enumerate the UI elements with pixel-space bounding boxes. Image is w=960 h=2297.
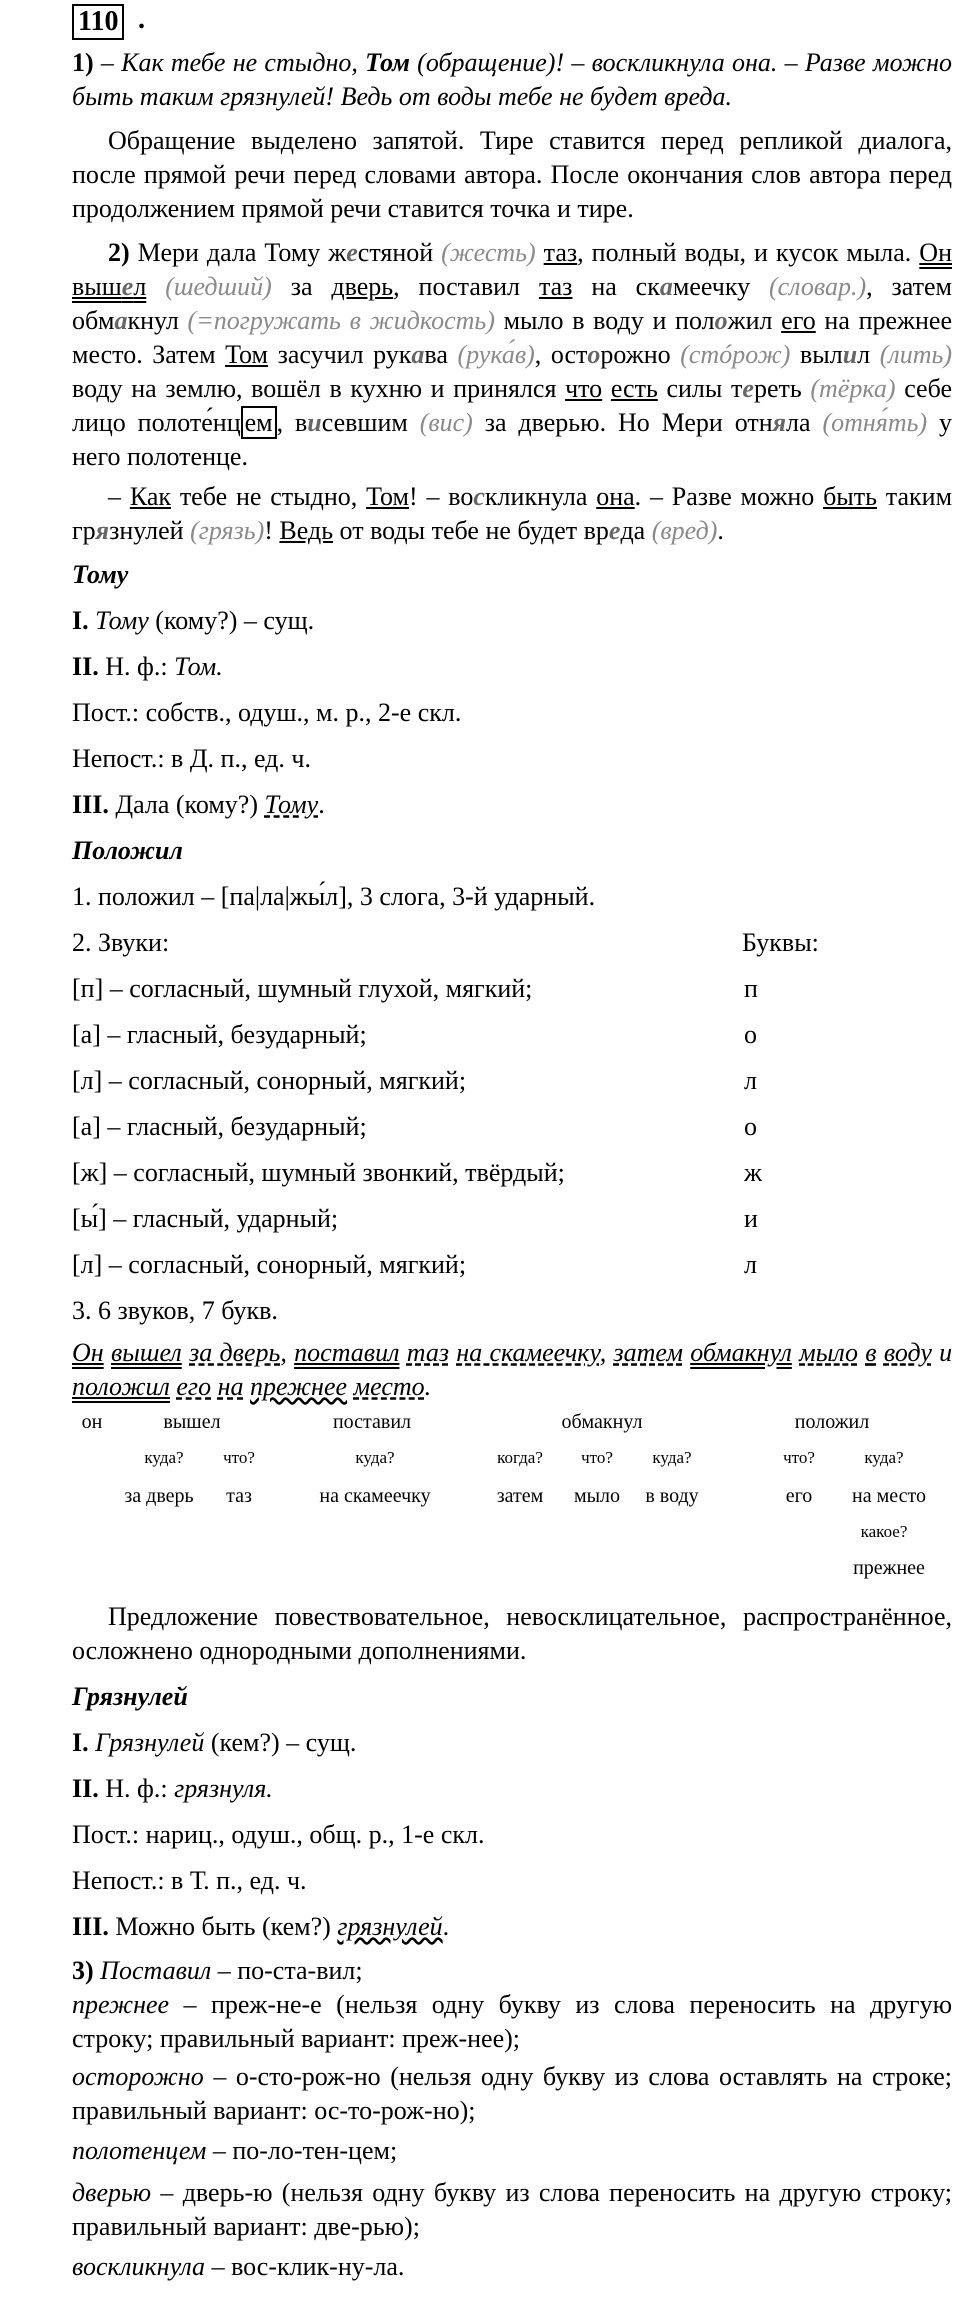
p3-o-hl: о (714, 306, 728, 335)
hyphen-rule: – преж-не-е (нельзя одну букву из слова переносить на другую строку; правильный вариант: преж-нее); (72, 1990, 952, 2053)
s-ego: его (176, 1372, 212, 1401)
hyphen-line-3 (72, 2060, 952, 2128)
parsed-sentence: Он вышел за дверь, поставил таз на скамеечку, затем обмакнул мыло в воду и положил его на прежнее место. (72, 1338, 953, 1401)
p3-g3: (=погружать в жидкость) (187, 306, 495, 335)
p4-t6: знулей (109, 516, 191, 545)
p4-e-hl: е (608, 516, 621, 545)
s-postavil: поставил (294, 1338, 400, 1367)
s-on: Он (72, 1338, 104, 1367)
sound-row (72, 1018, 952, 1052)
p3-sily: силы т (657, 374, 743, 403)
sound-row (72, 1156, 952, 1190)
letters-header: Буквы: (742, 928, 819, 957)
p3-a2: стяной (357, 238, 442, 267)
scheme-answer: на место (852, 1485, 926, 1507)
hyphen-line-4 (72, 2134, 952, 2168)
p3-u: у него полотенце. (72, 408, 952, 471)
p4-t10: . (717, 516, 724, 545)
p4-t9: да (620, 516, 652, 545)
hyphen-line-6 (72, 2250, 952, 2284)
tomu-word: Тому (95, 606, 149, 635)
sound-row (72, 1110, 952, 1144)
hyphen-line-2 (72, 1988, 952, 2056)
p3-post: , поставил (393, 272, 539, 301)
p3-za2: за дверью. Но Мери отн (472, 408, 773, 437)
gryaz-heading: Грязнулей (72, 1682, 188, 1711)
p3-est: есть (610, 374, 658, 403)
p3-l: л (133, 272, 147, 301)
tomu-iii-text: Дала (кому?) (108, 790, 265, 819)
p3-zhil: жил (727, 306, 773, 335)
tomu-rest: (кому?) – сущ. (148, 606, 315, 635)
tomu-ii-text: Н. ф.: (98, 652, 175, 681)
sound-row (72, 972, 952, 1006)
scheme-answer: за дверь (124, 1485, 194, 1507)
s-zatem: затем (613, 1338, 683, 1367)
sound-letter: п (744, 974, 758, 1003)
p3-g5: (стóрож) (680, 340, 791, 369)
p3-zas: засучил рук (268, 340, 412, 369)
p3-i-hl: и (842, 340, 858, 369)
scheme-word: положил (794, 1411, 870, 1433)
p3-g6: (лить) (879, 340, 952, 369)
p4-t2: ! – во (408, 482, 474, 511)
s-v: в (865, 1338, 877, 1367)
sound-text: [а] – гласный, безударный; (72, 1112, 367, 1141)
sound-letter: о (744, 1112, 757, 1141)
scheme-question: куда? (144, 1448, 184, 1467)
p3-chto: что (565, 374, 603, 403)
p3-meechku: меечку (672, 272, 751, 301)
scheme-question: когда? (497, 1448, 543, 1467)
roman-3: III. (72, 790, 109, 819)
p4-g2: (вред) (651, 516, 718, 545)
p3-i-hl2: и (307, 408, 322, 437)
p3-sevshim: севшим (321, 408, 420, 437)
p3-ya-hl: я (772, 408, 787, 437)
scheme-word: поставил (332, 1411, 412, 1433)
scheme-question: что? (581, 1448, 613, 1467)
p3-vyshel (72, 272, 146, 301)
task-label-1: 1) (72, 48, 94, 77)
exercise-number-dot: . (138, 4, 145, 35)
polozhil-line-1: 1. положил – [па|ла|жы́л], 3 слога, 3-й ударный. (72, 882, 596, 911)
tomu-ii-word: Том. (174, 652, 223, 681)
scheme-question: что? (223, 1448, 255, 1467)
p4-g1: (грязь) (190, 516, 265, 545)
p3-v: , в (276, 408, 308, 437)
p4-ya-hl: я (95, 516, 110, 545)
s-vyshel: вышел (111, 1338, 182, 1367)
p3-l2: л (857, 340, 880, 369)
hyphen-rule: – о-сто-рож-но (нельзя одну букву из слова оставлять на строке; правильный вариант: ос-то-рож-но); (72, 2062, 952, 2125)
tomu-post: Пост.: собств., одуш., м. р., 2-е скл. (72, 698, 462, 727)
p3-za: за (271, 272, 332, 301)
p3-ending-box: ем (241, 406, 277, 439)
sound-text: [ы́] – гласный, ударный; (72, 1204, 339, 1233)
p3-e1: е (121, 272, 134, 301)
s-naskam: на скамеечку (456, 1338, 600, 1367)
hyphen-word: осторожно (72, 2062, 204, 2091)
p3-g8: (вис) (419, 408, 473, 437)
task-label-2: 2) (108, 238, 130, 267)
gryaz-ii-word: грязнуля. (174, 1774, 273, 1803)
p4-s-hl: с (473, 482, 485, 511)
s-mesto: место (353, 1372, 425, 1401)
roman-1: I. (72, 606, 89, 635)
sound-letter: ж (744, 1158, 762, 1187)
gryaz-iii-word: грязнулей (337, 1912, 443, 1941)
scheme-answer: таз (226, 1485, 252, 1507)
s-prezhnee: прежнее (249, 1372, 348, 1401)
scheme-answer: затем (496, 1485, 544, 1507)
p3-va: ва (424, 340, 458, 369)
gryaz-iii-end: . (442, 1912, 450, 1941)
hyphen-word: прежнее (72, 1990, 170, 2019)
p3-ret: реть (753, 374, 811, 403)
p4-t5: таким гр (72, 482, 953, 545)
sound-row (72, 1248, 952, 1282)
roman-2: II. (72, 652, 99, 681)
p3-obm: обм (72, 306, 115, 335)
sound-text: [п] – согласный, шумный глухой, мягкий; (72, 974, 533, 1003)
paragraph-2: Обращение выделено запятой. Тире ставится перед репликой диалога, после прямой речи перед словами автора. После окончания слов автора перед продолжением прямой речи ставится точка и тире. (72, 126, 952, 223)
p3-knul: кнул (127, 306, 179, 335)
tomu-line-1 (72, 604, 952, 638)
scheme-answer: прежнее (853, 1557, 925, 1579)
p1-text: – Как тебе не стыдно, (93, 48, 366, 77)
scheme-question: какое? (860, 1522, 908, 1541)
scheme-word: вышел (163, 1411, 221, 1433)
p4-t1: тебе не стыдно, (171, 482, 367, 511)
paragraph-3 (72, 236, 952, 474)
s-vodu: воду (883, 1338, 932, 1367)
scheme-answer: мыло (573, 1485, 621, 1507)
p4-t7: ! (264, 516, 280, 545)
p3-g2: (словар.) (768, 272, 867, 301)
p4-t4: . – Разве можно (634, 482, 824, 511)
hyphen-rule: – вос-клик-ну-ла. (205, 2252, 405, 2281)
sound-row (72, 1064, 952, 1098)
p3-zatem: , затем (866, 272, 952, 301)
s-zadver: за дверь (189, 1338, 281, 1367)
task-label-3: 3) (72, 1956, 94, 1985)
p3-voda: воду на землю, вошёл в кухню и принялся (72, 374, 566, 403)
p4-t3: кликнула (484, 482, 597, 511)
s-na: на (217, 1372, 244, 1401)
tomu-iii-word: Тому (264, 790, 319, 819)
p3-g1: (шедший) (165, 272, 272, 301)
s-i: и (939, 1338, 953, 1367)
gryaz-word: Грязнулей (95, 1728, 205, 1757)
p4-ona: она (596, 482, 635, 511)
sound-text: [а] – гласный, безударный; (72, 1020, 367, 1049)
roman-3: III. (72, 1912, 109, 1941)
s-polozhil: положил (72, 1372, 170, 1401)
sound-row (72, 1202, 952, 1236)
scheme-answer: его (785, 1485, 813, 1507)
hyphen-word: воскликнула (72, 2252, 206, 2281)
paragraph-4 (72, 480, 952, 548)
p3-mylo: мыло в воду и пол (494, 306, 715, 335)
p3-taz: таз (543, 238, 578, 267)
p1-text-2: (обращение)! – воскликнула она. – Разве можно быть таким грязнулей! Ведь от воды тебе не будет вреда. (72, 48, 952, 111)
p4-byt: быть (823, 482, 877, 511)
gryaz-line-2 (72, 1772, 952, 1806)
sound-text: [ж] – согласный, шумный звонкий, твёрдый; (72, 1158, 565, 1187)
s-mylo: мыло (799, 1338, 858, 1367)
sound-text: [л] – согласный, сонорный, мягкий; (72, 1066, 467, 1095)
sound-text: [л] – согласный, сонорный, мягкий; (72, 1250, 467, 1279)
tomu-heading: Тому (72, 560, 129, 589)
tomu-nepost: Непост.: в Д. п., ед. ч. (72, 744, 311, 773)
p3-vysh: выш (72, 272, 122, 301)
roman-2: II. (72, 1774, 99, 1803)
p3-hl: е (346, 238, 358, 267)
scheme-answer: в воду (645, 1485, 699, 1507)
p3-dver: дверь (331, 272, 394, 301)
p3-g9: (отня́ть) (822, 408, 928, 437)
p3-hl2: а (659, 272, 673, 301)
p3-a: Мери дала Тому ж (129, 238, 347, 267)
paragraph-5: Предложение повествовательное, невосклицательное, распространённое, осложнено однородными дополнениями. (72, 1602, 952, 1665)
p3-sebe: себе лицо полоте́нц (72, 374, 953, 437)
p4-ved: Ведь (279, 516, 334, 545)
exercise-number-box: 110 (72, 4, 124, 40)
gryaz-ii-text: Н. ф.: (98, 1774, 175, 1803)
gryaz-line-3 (72, 1910, 952, 1944)
p1-tom: Том (365, 48, 410, 77)
paragraph-1 (72, 46, 952, 114)
p3-rozhno: рожно (600, 340, 681, 369)
hyphen-rule: – по-ста-вил; (211, 1956, 363, 1985)
tomu-iii-end: . (318, 790, 325, 819)
p4-t8: от воды тебе не будет вр (333, 516, 609, 545)
p4-dash: – (108, 482, 130, 511)
gryaz-rest: (кем?) – сущ. (204, 1728, 357, 1757)
polozhil-heading: Положил (72, 836, 183, 865)
hyphen-rule: – по-ло-тен-цем; (206, 2136, 398, 2165)
p3-hl4: а (411, 340, 425, 369)
p3-g7: (тёрка) (810, 374, 896, 403)
hyphen-word: полотенцем (72, 2136, 207, 2165)
scheme-word: он (81, 1411, 103, 1433)
s-dot: . (424, 1372, 432, 1401)
tomu-line-3 (72, 788, 952, 822)
scheme-question: что? (783, 1448, 815, 1467)
hyphen-word: дверью (72, 2178, 152, 2207)
p3-ost: , ост (534, 340, 588, 369)
p3-b: , полный воды, и кусок мыла. (577, 238, 920, 267)
sound-letter: л (744, 1066, 757, 1095)
p3-tom2: Том (225, 340, 268, 369)
sound-letter: о (744, 1020, 757, 1049)
roman-1: I. (72, 1728, 89, 1757)
scheme-word: обмакнул (561, 1411, 643, 1433)
polozhil-total: 3. 6 звуков, 7 букв. (72, 1296, 278, 1325)
p3-vyl: выл (790, 340, 843, 369)
s-taz: таз (406, 1338, 449, 1367)
p3-e-hl: е (742, 374, 754, 403)
p4-kak: Как (129, 482, 171, 511)
p3-hl3: а (114, 306, 128, 335)
p3-g4: (рука́в) (457, 340, 535, 369)
p3-naprezh: на прежнее место. Затем (72, 306, 953, 369)
gryaz-iii-text: Можно быть (кем?) (108, 1912, 338, 1941)
scheme-question: куда? (864, 1448, 904, 1467)
gryaz-line-1 (72, 1726, 952, 1760)
gryaz-nepost: Непост.: в Т. п., ед. ч. (72, 1866, 307, 1895)
sound-letter: и (744, 1204, 758, 1233)
p3-on: Он (919, 238, 952, 267)
scheme-question: куда? (652, 1448, 692, 1467)
p3-la: ла (786, 408, 811, 437)
scheme-answer: на скамеечку (319, 1485, 431, 1507)
p3-taz2: таз (538, 272, 573, 301)
hyphen-line-5 (72, 2176, 952, 2244)
p3-o-hl2: о (587, 340, 601, 369)
hyphen-word: Поставил (100, 1956, 212, 1985)
gryaz-post: Пост.: нариц., одуш., общ. р., 1-е скл. (72, 1820, 485, 1849)
p3-na: на ск (572, 272, 660, 301)
sound-letter: л (744, 1250, 757, 1279)
scheme-question: куда? (355, 1448, 395, 1467)
p4-tom: Том (366, 482, 409, 511)
hyphen-rule: – дверь-ю (нельзя одну букву из слова переносить на другую строку; правильный вариант: две-рью); (72, 2178, 952, 2241)
tomu-line-2 (72, 650, 952, 684)
hyphen-line-1 (72, 1954, 952, 1988)
s-obmaknul: обмакнул (690, 1338, 792, 1367)
p3-g: (жесть) (441, 238, 536, 267)
sounds-header-row (72, 926, 952, 960)
sounds-header: 2. Звуки: (72, 928, 170, 957)
p3-ego: его (781, 306, 816, 335)
